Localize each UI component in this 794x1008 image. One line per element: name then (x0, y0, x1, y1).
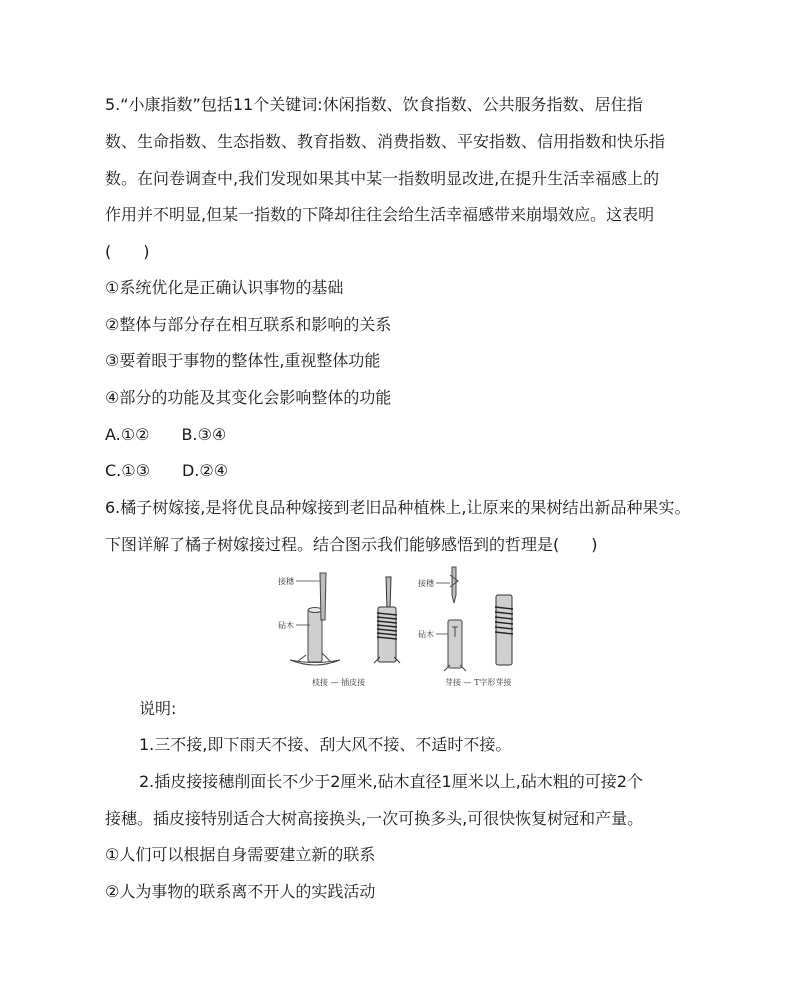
bud-graft-wrapped (495, 595, 513, 665)
q5-stem-line-4: 作用并不明显,但某一指数的下降却往往会给生活幸福感带来崩塌效应。这表明 (105, 205, 655, 224)
grafting-figure (270, 565, 530, 690)
q5-stem-line-2: 数、生命指数、生态指数、教育指数、消费指数、平安指数、信用指数和快乐指 (105, 132, 666, 151)
caption-bud-graft: 芽接 — T字形芽接 (445, 678, 512, 687)
q5-options-ab: A.①② B.③④ (105, 425, 227, 444)
q5-stem-line-1: 5.“小康指数”包括11个关键词:休闲指数、饮食指数、公共服务指数、居住指 (105, 95, 643, 114)
label-stock-right: 砧木 (418, 630, 434, 639)
q5-statement-2: ②整体与部分存在相互联系和影响的关系 (105, 315, 392, 334)
bark-graft-stock (290, 608, 340, 666)
q5-stem-line-3: 数。在问卷调查中,我们发现如果其中某一指数明显改进,在提升生活幸福感上的 (105, 169, 660, 188)
grafting-illustration (270, 565, 530, 690)
bud-graft-scion (450, 567, 458, 603)
bud-graft-stock (444, 620, 466, 671)
label-stock-left: 砧木 (278, 621, 294, 630)
q5-statement-4: ④部分的功能及其变化会影响整体的功能 (105, 388, 392, 407)
q6-stem-line-1: 6.橘子树嫁接,是将优良品种嫁接到老旧品种植株上,让原来的果树结出新品种果实。 (105, 498, 691, 517)
q6-note-2-line-1: 2.插皮接接穗削面长不少于2厘米,砧木直径1厘米以上,砧木粗的可接2个 (139, 772, 643, 791)
q6-note-title: 说明: (139, 699, 177, 718)
q5-answer-blank: ( ) (105, 242, 150, 261)
q5-options-cd: C.①③ D.②④ (105, 461, 229, 480)
caption-bark-graft: 枝接 — 插皮接 (312, 678, 366, 687)
q6-statement-2: ②人为事物的联系离不开人的实践活动 (105, 882, 376, 901)
bark-graft-wrapped (374, 577, 400, 663)
q6-statement-1: ①人们可以根据自身需要建立新的联系 (105, 845, 376, 864)
q6-note-1: 1.三不接,即下雨天不接、刮大风不接、不适时不接。 (139, 735, 512, 754)
q6-stem-line-2: 下图详解了橘子树嫁接过程。结合图示我们能够感悟到的哲理是( ) (105, 535, 598, 554)
bark-graft-scion (320, 573, 326, 620)
q6-note-2-line-2: 接穗。插皮接特别适合大树高接换头,一次可换多头,可很快恢复树冠和产量。 (105, 809, 644, 828)
label-scion-right: 接穗 (418, 579, 434, 588)
q5-statement-3: ③要着眼于事物的整体性,重视整体功能 (105, 351, 381, 370)
q5-statement-1: ①系统优化是正确认识事物的基础 (105, 278, 344, 297)
label-scion-left: 接穗 (278, 577, 294, 586)
